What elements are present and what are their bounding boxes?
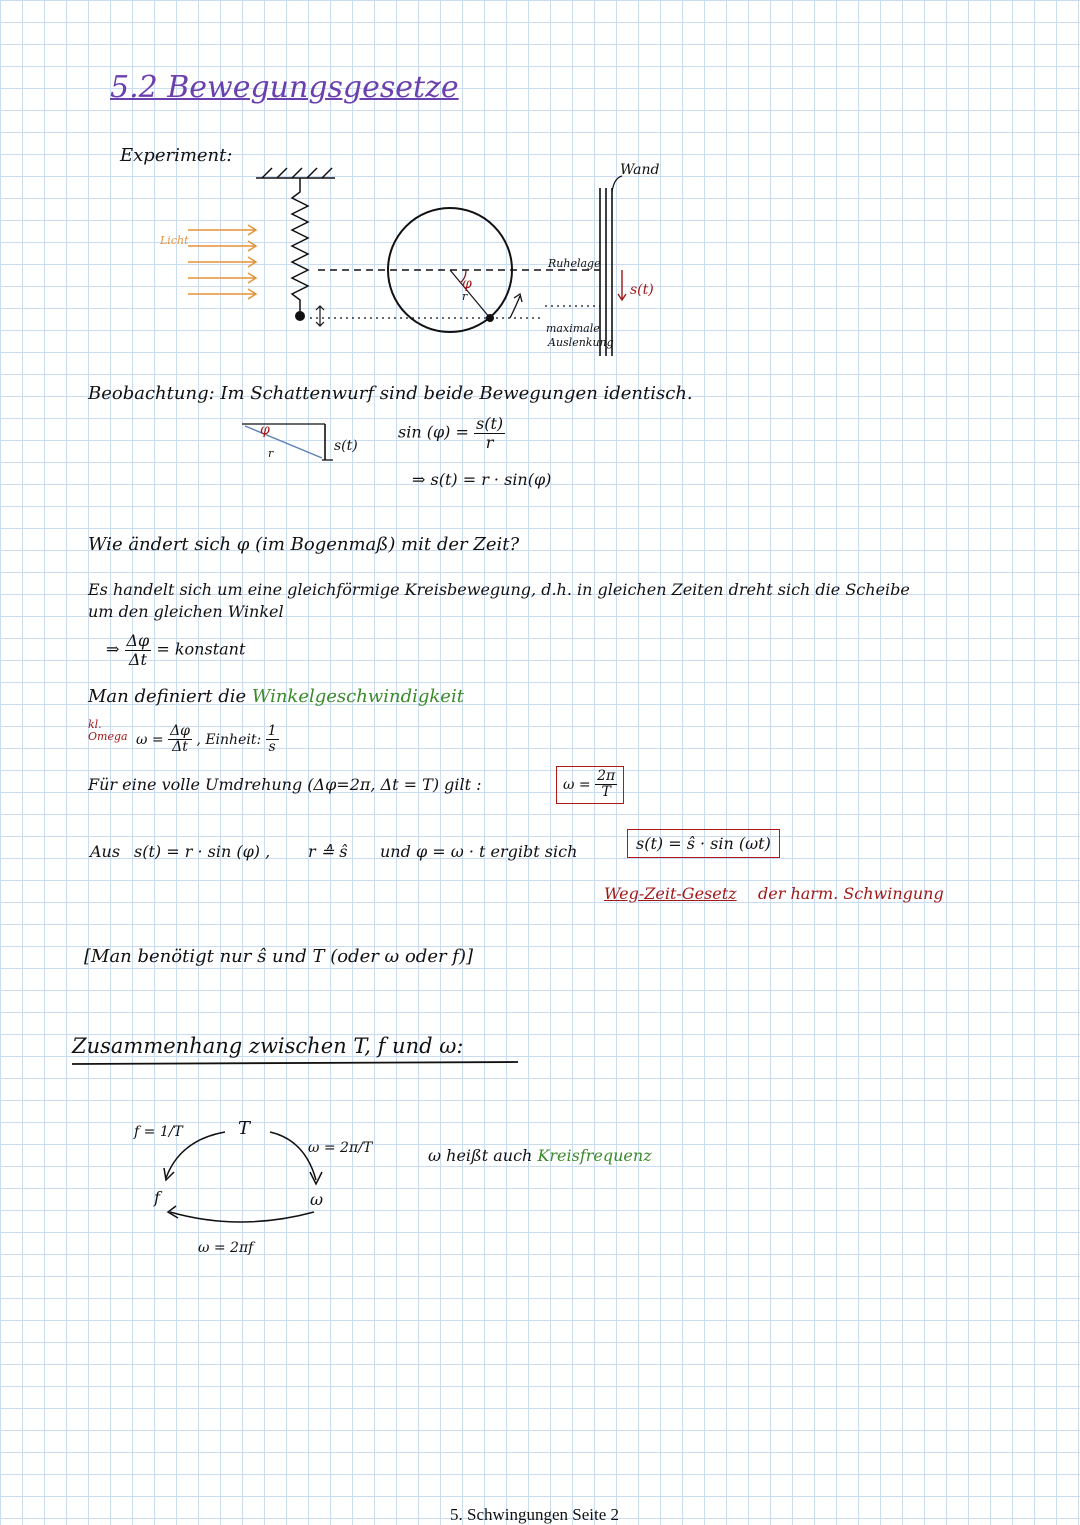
max-label-1: maximale [546, 322, 600, 335]
implies-arrow: ⇒ [106, 639, 120, 659]
omega-2pif: ω = 2πf [198, 1240, 254, 1256]
unit-num: 1 [267, 723, 277, 739]
unit-den: s [268, 739, 276, 756]
phi-label: φ [462, 276, 472, 292]
omega-2piT: ω = 2π/T [308, 1140, 373, 1156]
sin-lhs: sin (φ) = [398, 422, 469, 442]
T-node: T [238, 1118, 251, 1139]
law-eq3: und φ = ω · t ergibt sich [380, 842, 578, 861]
definition-term: Winkelgeschwindigkeit [251, 686, 464, 707]
constant-den: Δt [128, 649, 147, 669]
f-formula: f = 1/T [134, 1124, 183, 1140]
law-caption-1: Weg-Zeit-Gesetz [604, 884, 737, 903]
triangle-s: s(t) [334, 438, 358, 454]
law-caption-2: der harm. Schwingung [758, 884, 944, 903]
note-text: [Man benötigt nur ŝ und T (oder ω oder f)] [84, 946, 474, 967]
relation-heading: Zusammenhang zwischen T, f und ω: [72, 1034, 464, 1058]
explanation-line-1: Es handelt sich um eine gleichförmige Kreisbewegung, d.h. in gleichen Zeiten dreht sich die Scheibe [88, 580, 910, 599]
observation-text: Beobachtung: Im Schattenwurf sind beide Bewegungen identisch. [88, 383, 693, 404]
omega-node: ω [310, 1190, 324, 1209]
omega-den: Δt [172, 739, 188, 756]
constant-num: Δφ [126, 631, 150, 650]
sin-num: s(t) [476, 414, 504, 433]
explanation-line-2: um den gleichen Winkel [88, 602, 284, 621]
constant-rhs: = konstant [156, 639, 246, 659]
definition-text: Man definiert die [88, 686, 247, 707]
kreisfrequenz-line [428, 1146, 652, 1165]
rest-label: Ruhelage [548, 257, 601, 270]
triangle-r: r [268, 447, 274, 460]
sin-den: r [485, 432, 494, 452]
omega-num: Δφ [170, 723, 190, 739]
full-omega-den: T [601, 784, 611, 801]
light-label: Licht [160, 234, 189, 247]
omega-lhs: ω = [136, 731, 164, 748]
s-label: s(t) [630, 282, 654, 298]
page-title: 5.2 Bewegungsgesetze [110, 70, 459, 105]
wall-label: Wand [620, 162, 660, 178]
triangle-phi: φ [260, 422, 270, 438]
r-label: r [462, 290, 468, 303]
unit-label: , Einheit: [196, 731, 262, 748]
full-omega-lhs: ω = [563, 776, 591, 793]
experiment-label: Experiment: [120, 145, 233, 166]
full-rotation-text: Für eine volle Umdrehung (Δφ=2π, Δt = T) gilt : [88, 775, 482, 794]
omega-side-label-2: Omega [88, 730, 128, 743]
law-eq1: s(t) = r · sin (φ) , [134, 842, 271, 861]
max-label-2: Auslenkung [548, 336, 614, 349]
law-aus: Aus [90, 842, 121, 861]
omega-side-label-1: kl. [88, 718, 102, 731]
law-result-box: s(t) = ŝ · sin (ωt) [627, 829, 780, 858]
kreisfrequenz-text: ω heißt auch [428, 1146, 533, 1165]
law-eq2: r ≙ ŝ [308, 842, 348, 861]
question-text: Wie ändert sich φ (im Bogenmaß) mit der Zeit? [88, 534, 520, 555]
full-omega-num: 2π [597, 768, 616, 784]
page-footer: 5. Schwingungen Seite 2 [450, 1505, 620, 1524]
result-equation: ⇒ s(t) = r · sin(φ) [412, 470, 552, 489]
kreisfrequenz-term: Kreisfrequenz [537, 1146, 652, 1165]
f-node: f [154, 1188, 160, 1207]
